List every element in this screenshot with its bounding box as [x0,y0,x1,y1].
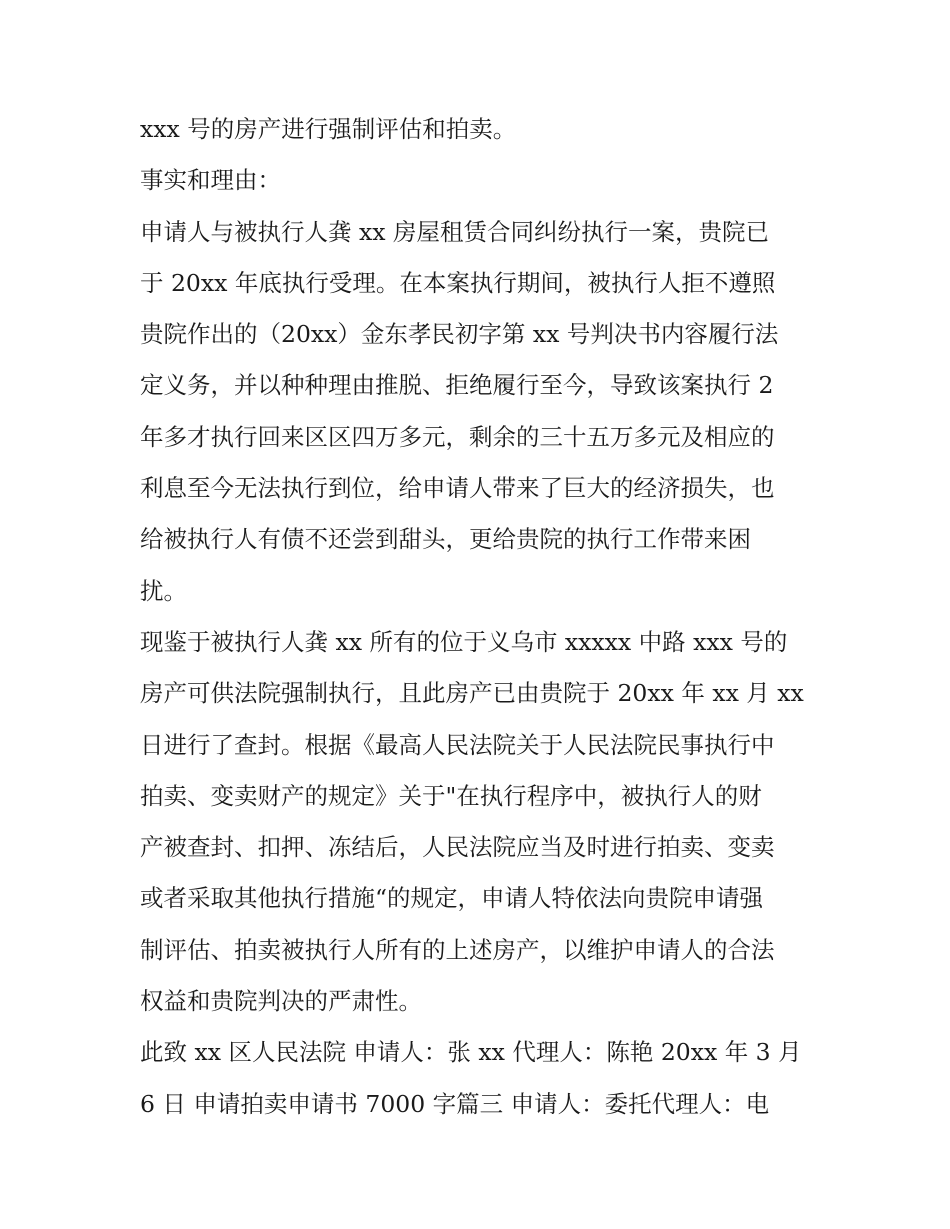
text-line: 此致 xx 区人民法院 申请人：张 xx 代理人：陈艳 20xx 年 3 月 [140,1038,802,1067]
text-line: 权益和贵院判决的严肃性。 [140,987,422,1016]
text-line: 现鉴于被执行人龚 xx 所有的位于义乌市 xxxxx 中路 xxx 号的 [140,627,788,656]
text-line: 房产可供法院强制执行，且此房产已由贵院于 20xx 年 xx 月 xx [140,679,804,708]
text-line: 产被查封、扣押、冻结后，人民法院应当及时进行拍卖、变卖 [140,833,775,862]
text-line: 制评估、拍卖被执行人所有的上述房产，以维护申请人的合法 [140,935,775,964]
text-line: 日进行了查封。根据《最高人民法院关于人民法院民事执行中 [140,730,775,759]
section-heading: 事实和理由： [140,166,281,195]
text-line: 或者采取其他执行措施“的规定，申请人特依法向贵院申请强 [140,884,764,913]
text-line: 给被执行人有债不还尝到甜头，更给贵院的执行工作带来困 [140,525,751,554]
text-line: 利息至今无法执行到位，给申请人带来了巨大的经济损失，也 [140,474,775,503]
text-line: 贵院作出的（20xx）金东孝民初字第 xx 号判决书内容履行法 [140,320,779,349]
document-body [140,104,820,1130]
text-line: xxx 号的房产进行强制评估和拍卖。 [140,115,517,143]
text-line: 年多才执行回来区区四万多元，剩余的三十五万多元及相应的 [140,422,775,451]
text-line: 定义务，并以种种理由推脱、拒绝履行至今，导致该案执行 2 [140,371,774,400]
text-line: 6 日 申请拍卖申请书 7000 字篇三 申请人：委托代理人：电 [140,1089,770,1118]
text-line: 申请人与被执行人龚 xx 房屋租赁合同纠纷执行一案，贵院已 [140,217,769,246]
text-line: 拍卖、变卖财产的规定》关于"在执行程序中，被执行人的财 [140,781,762,810]
text-line: 扰。 [140,576,187,605]
text-line: 于 20xx 年底执行受理。在本案执行期间，被执行人拒不遵照 [140,268,776,297]
